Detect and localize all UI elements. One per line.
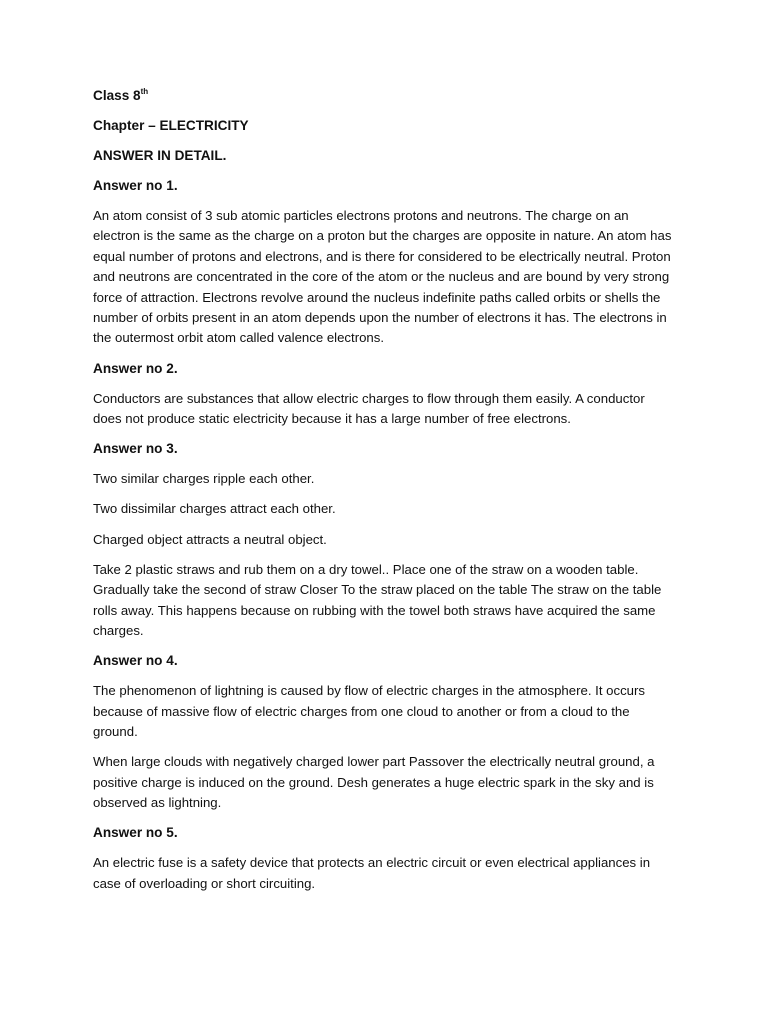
document-page — [93, 86, 673, 904]
answer-4-paragraph-2: When large clouds with negatively charged lower part Passover the electrically neutral ground, a positive charge is induced on the ground. Desh generates a huge electric spark in the sky and is observed as lightning. — [93, 754, 655, 811]
section-title: ANSWER IN DETAIL. — [93, 148, 227, 163]
answer-5-paragraph-1: An electric fuse is a safety device that protects an electric circuit or even electrical appliances in case of overloading or short circuiting. — [93, 855, 651, 891]
answer-3-paragraph-3: Charged object attracts a neutral object. — [93, 531, 327, 547]
class-superscript: th — [140, 87, 149, 96]
answer-heading-5: Answer no 5. — [93, 825, 178, 841]
answer-3-paragraph-1: Two similar charges ripple each other. — [93, 471, 315, 487]
answer-heading-2: Answer no 2. — [93, 360, 178, 376]
answer-4-paragraph-1: The phenomenon of lightning is caused by flow of electric charges in the atmosphere. It occurs because of massive flow of electric charges from one cloud to another or from a cloud to the ground. — [93, 683, 645, 740]
answer-heading-4: Answer no 4. — [93, 653, 178, 669]
chapter-title: Chapter – ELECTRICITY — [93, 118, 249, 133]
answer-2-paragraph-1: Conductors are substances that allow electric charges to flow through them easily. A conductor does not produce static electricity because it has a large number of free electrons. — [93, 390, 645, 427]
class-label: Class 8 — [93, 88, 141, 103]
answer-heading-3: Answer no 3. — [93, 441, 178, 457]
class-title — [93, 86, 673, 106]
answer-1-paragraph-1: An atom consist of 3 sub atomic particles electrons protons and neutrons. The charge on an electron is the same as the charge on a proton but the charges are opposite in nature. An atom has equal number of protons and electrons, and is there for considered to be electrically neutral. Proton and neutrons are concentrated in the core of the atom or the nucleus and are bound by very strong force of attraction. Electrons revolve around the nucleus indefinite paths called orbits or shells the number of orbits present in an atom depends upon the number of electrons it has. The electrons in the outermost orbit atom called valence electrons. — [93, 208, 672, 346]
answer-3-paragraph-4: Take 2 plastic straws and rub them on a dry towel.. Place one of the straw on a wooden table. Gradually take the second of straw Closer To the straw placed on the table The straw on the table rolls away. This happens because on rubbing with the towel both straws have acquired the same charges. — [93, 561, 662, 639]
answer-heading-1: Answer no 1. — [93, 178, 178, 193]
answer-3-paragraph-2: Two dissimilar charges attract each other. — [93, 501, 336, 517]
